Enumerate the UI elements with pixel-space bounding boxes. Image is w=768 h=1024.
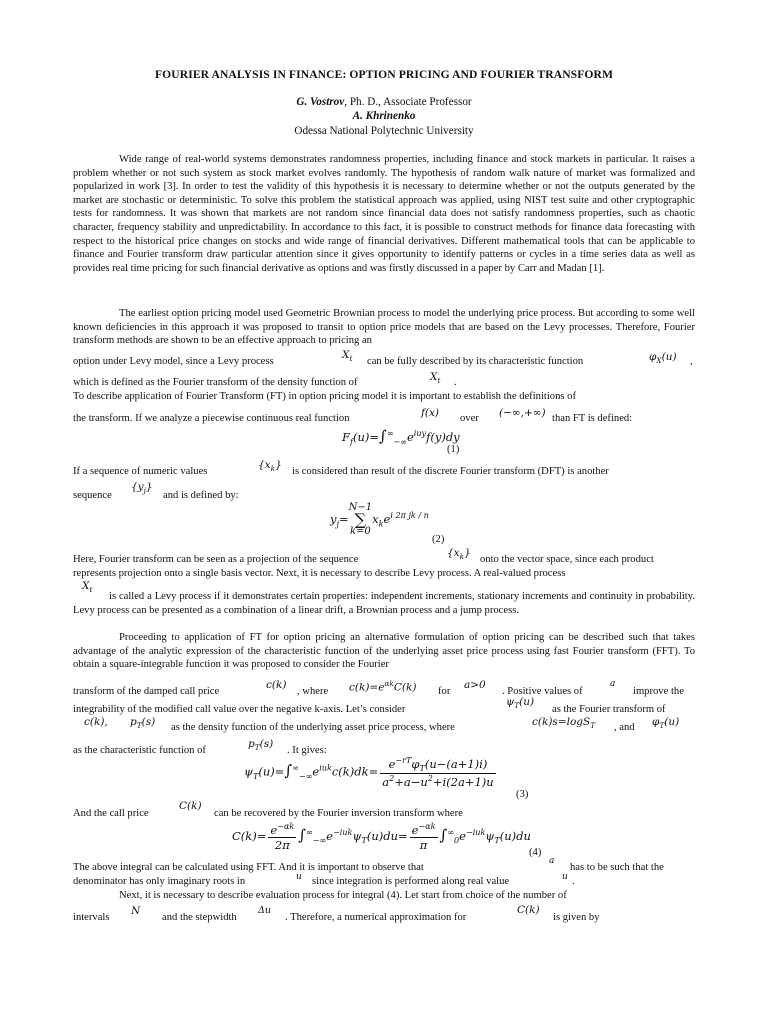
next-line-2-step: and the stepwidth bbox=[162, 912, 237, 923]
damped-line: transform of the damped call price bbox=[73, 686, 220, 697]
math-xt: $X_t$ bbox=[342, 349, 353, 364]
math-xk-set: $\{x_k\}$ bbox=[258, 459, 282, 474]
math-ck-def: $c(k)=e^{\alpha k}C(k)$ bbox=[349, 679, 417, 694]
integ-line-rest: as the Fourier transform of bbox=[552, 704, 666, 715]
math-xt-3: $X_t$ bbox=[82, 580, 93, 595]
dft-line-1: If a sequence of numeric values bbox=[73, 466, 208, 477]
levy-line: option under Levy model, since a Levy process bbox=[73, 356, 274, 367]
callprice-line-rest: can be recovered by the Fourier inversion transform where bbox=[214, 808, 463, 819]
math-interval: (−∞,+∞) bbox=[499, 407, 546, 419]
equation-1: $F_f(u)=\int^\infty_{-\infty}e^{iuy}f(y)dy$ bbox=[342, 427, 460, 447]
affiliation: Odessa National Polytechnic University bbox=[294, 125, 474, 137]
ft-line-2: the transform. If we analyze a piecewise continuous real function bbox=[73, 413, 350, 424]
dft-line-2-rest: and is defined by: bbox=[163, 490, 239, 501]
math-phi-x-u: $\varphi_X(u)$ bbox=[649, 351, 677, 366]
paragraph-proceeding bbox=[73, 631, 695, 672]
levy-line-comma: , bbox=[690, 356, 693, 367]
ft-line-1: To describe application of Fourier Transform (FT) in option pricing model it is important to establish the definitions of bbox=[73, 391, 576, 402]
math-C-k-2: C(k) bbox=[517, 904, 540, 916]
math-p-t-s-2: $p_T(s)$ bbox=[248, 738, 274, 753]
damped-line-where: , where bbox=[297, 686, 329, 697]
equation-1-label: (1) bbox=[447, 444, 460, 455]
math-C-k: C(k) bbox=[179, 800, 202, 812]
next-line-2-end: is given by bbox=[553, 912, 600, 923]
above-line-2: denominator has only imaginary roots in bbox=[73, 876, 246, 887]
next-line-1: Next, it is necessary to describe evaluation process for integral (4). Let start from choice of the number of bbox=[119, 890, 567, 901]
above-line-1: The above integral can be calculated using FFT. And it is important to observe that bbox=[73, 862, 424, 873]
paragraph-levy bbox=[73, 307, 695, 348]
density-line-2-and: , and bbox=[614, 722, 635, 733]
math-N: N bbox=[131, 905, 141, 917]
equation-4-label: (4) bbox=[529, 847, 542, 858]
math-xt-2: $X_t$ bbox=[430, 371, 441, 386]
math-u-2: u bbox=[562, 872, 568, 882]
dft-line-1-rest: is considered than result of the discrete Fourier transform (DFT) is another bbox=[292, 466, 609, 477]
above-line-2-end: . bbox=[572, 876, 575, 887]
ft-line-2-end: than FT is defined: bbox=[552, 413, 633, 424]
charfn-line-rest: . It gives: bbox=[287, 745, 327, 756]
here-line-1-rest: onto the vector space, since each product bbox=[480, 554, 654, 565]
equation-3: $\psi_T(u)=\int^\infty_{-\infty}e^{iuk}c(k)dk=$ $\frac{e^{-rT}\varphi_T(u-(a+1)i)}{a^2+a-u^2+i(2a+1)u}$ bbox=[244, 756, 494, 789]
math-a-2: a bbox=[549, 856, 555, 866]
paragraph-proceeding-text: Proceeding to application of FT for option pricing an alternative formulation of option pricing can be described such that takes advantage of the analytic expression of the characteristic function of the underlying asset price process using fast Fourier transform (FFT). To obtain a square-integrable function it was proposed to consider the Fourier bbox=[73, 632, 695, 671]
math-delta-u: Δu bbox=[258, 905, 271, 916]
author-line-1 bbox=[0, 96, 768, 108]
levy-line-b: can be fully described by its characteristic function bbox=[367, 356, 584, 367]
math-p-t-s: $p_T(s)$ bbox=[130, 716, 156, 731]
author-line-2 bbox=[0, 110, 768, 122]
damped-line-for: for bbox=[438, 686, 451, 697]
math-a: a bbox=[610, 679, 616, 689]
next-line-2: intervals bbox=[73, 912, 110, 923]
above-line-1-rest: has to be such that the bbox=[570, 862, 664, 873]
paragraph-intro-text: Wide range of real-world systems demonstrates randomness properties, including finance and stock markets in particular. It raises a problem whether or not such system as stock market evolves randomly. The hypothesis of random walk nature of market was formalized and popularized in work [3]. In order to test the validity of this hypothesis it is necessary to determine whether or not the outputs generated by the market are stochastic or deterministic. To solve this problem the statistical approach was applied, using NIST test suite and other cryptographic tests for randomness. It was shown that markets are not random since financial data does not satisfy randomness properties, such as chaotic character, frequency stability and unpredictability. In accordance to this fact, it is possible to construct methods for finance data forecasting with respect to the historical price changes on stocks and wide range of financial derivatives. Different mathematical tools that can be applicable to finance and Fourier transform draw particular attention since it gives opportunity to identify patterns or cycles in a time series data as well as provides real time pricing for such financial derivative as options and was firstly discussed in a paper by Carr and Madan [1]. bbox=[73, 154, 695, 274]
math-phi-t-u: $\varphi_T(u)$ bbox=[652, 716, 680, 731]
integ-line: integrability of the modified call value over the negative k-axis. Let’s consider bbox=[73, 704, 406, 715]
math-yj-set: $\{y_j\}$ bbox=[131, 481, 153, 496]
dft-line-2: sequence bbox=[73, 490, 112, 501]
equation-2-label: (2) bbox=[432, 534, 445, 545]
paragraph-intro bbox=[73, 153, 695, 275]
math-a-gt-0: a>0 bbox=[464, 679, 486, 691]
here-line-2: represents projection onto a single basis vector. Next, it is necessary to describe Levy process. A real-valued process bbox=[73, 568, 566, 579]
paragraph-levy-text: The earliest option pricing model used Geometric Brownian process to model the underlying price process. But according to some well known deficiencies in this approach it was proposed to transit to option price models that are based on the Levy processes. Therefore, Fourier transform methods are shown to be an effective approach to pricing an bbox=[73, 308, 695, 347]
callprice-line: And the call price bbox=[73, 808, 149, 819]
math-c-k: c(k) bbox=[266, 679, 287, 691]
density-line: which is defined as the Fourier transform of the density function of bbox=[73, 377, 358, 388]
equation-2: $y_j=$ N−1 ∑ k=0 $x_ke^{i 2\pi jk / n}$ bbox=[330, 502, 429, 537]
author-1-name: G. Vostrov bbox=[296, 96, 345, 108]
above-line-2-mid: since integration is performed along real value bbox=[312, 876, 510, 887]
math-s-log: c(k)s=logS$_T$ bbox=[532, 716, 596, 731]
paper-title: FOURIER ANALYSIS IN FINANCE: OPTION PRICING AND FOURIER TRANSFORM bbox=[154, 68, 614, 81]
equation-3-label: (3) bbox=[516, 789, 529, 800]
math-xk-set-2: $\{x_k\}$ bbox=[447, 547, 471, 562]
here-line-3: is called a Levy process if it demonstrates certain properties: independent increments, stationary increments and continuity in probability. Levy process can be presented as a combination of a linear drift, a Brownian process and a jump process. bbox=[73, 591, 695, 616]
damped-line-improve: improve the bbox=[633, 686, 684, 697]
author-1-position: , Ph. D., Associate Professor bbox=[344, 96, 472, 108]
ft-line-2-over: over bbox=[460, 413, 479, 424]
density-line-end: . bbox=[454, 377, 457, 388]
next-line-2-approx: . Therefore, a numerical approximation for bbox=[285, 912, 467, 923]
math-f-x: f(x) bbox=[421, 407, 440, 419]
damped-line-positive: . Positive values of bbox=[502, 686, 583, 697]
math-psi-t-u: $\psi_T(u)$ bbox=[506, 696, 535, 711]
equation-4: C(k)= $\frac{e^{-\alpha k}}{2\pi}$ $\int^\infty_{-\infty}e^{-iuk}\psi_T(u)du=$ $\frac{e^{-\alpha k}}{\pi}$ $\int^\infty_0e^{-iuk}\psi_T(u)du$ bbox=[232, 822, 531, 852]
charfn-line: as the characteristic function of bbox=[73, 745, 206, 756]
author-2-name: A. Khrinenko bbox=[352, 110, 416, 122]
math-u: u bbox=[296, 872, 302, 882]
math-c-k-2: c(k), bbox=[84, 716, 108, 728]
density-line-2: as the density function of the underlying asset price process, where bbox=[171, 722, 455, 733]
here-line-1: Here, Fourier transform can be seen as a projection of the sequence bbox=[73, 554, 359, 565]
